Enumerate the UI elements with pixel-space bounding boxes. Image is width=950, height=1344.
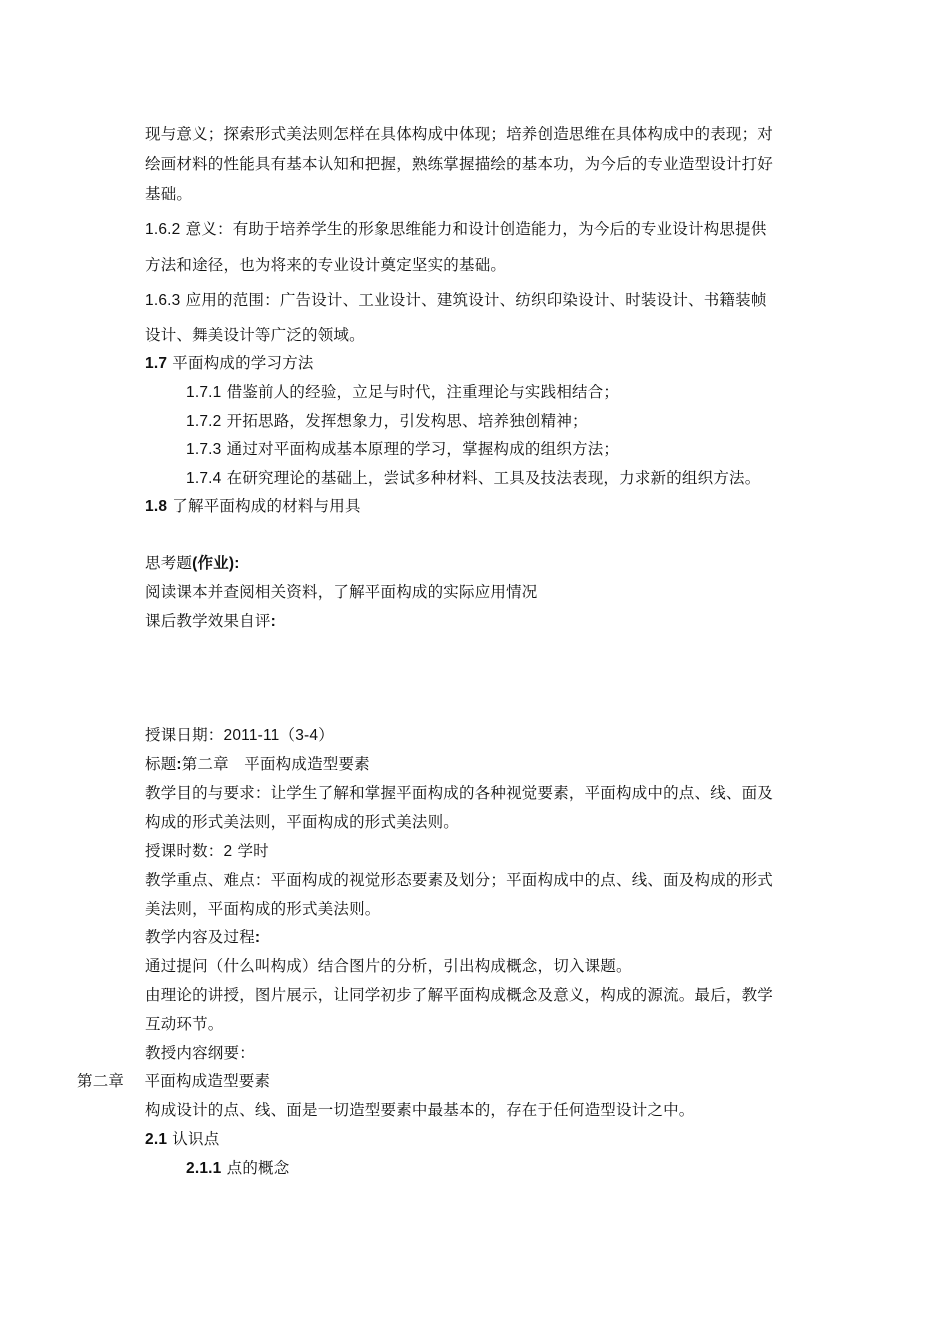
section-title: 平面构成的学习方法 bbox=[172, 354, 314, 372]
section-1-6-3-line-1 bbox=[145, 288, 767, 310]
lesson-key-line-1: 教学重点、难点：平面构成的视觉形态要素及划分；平面构成中的点、线、面及构成的形式 bbox=[145, 871, 774, 889]
intro-line-1: 现与意义；探索形式美法则怎样在具体构成中体现；培养创造思维在具体构成中的表现；对 bbox=[145, 125, 774, 143]
section-number: 2.1 bbox=[145, 1131, 168, 1148]
lesson-hours: 授课时数：2 学时 bbox=[145, 842, 269, 860]
chapter-2-heading: 第二章 平面构成造型要素 bbox=[77, 1072, 271, 1090]
item-number: 1.7.3 bbox=[186, 441, 222, 458]
section-title: 点的概念 bbox=[226, 1159, 290, 1177]
chapter-2-intro: 构成设计的点、线、面是一切造型要素中最基本的，存在于任何造型设计之中。 bbox=[145, 1101, 695, 1119]
self-evaluation-label: 课后教学效果自评: bbox=[145, 612, 276, 630]
item-text: 通过对平面构成基本原理的学习，掌握构成的组织方法； bbox=[226, 440, 620, 458]
lesson-process-2-line-1: 由理论的讲授，图片展示，让同学初步了解平面构成概念及意义，构成的源流。最后，教学 bbox=[145, 986, 774, 1004]
lesson-content-label: 教学内容及过程: bbox=[145, 928, 261, 946]
lesson-key-line-2: 美法则，平面构成的形式美法则。 bbox=[145, 900, 381, 918]
item-number: 1.7.4 bbox=[186, 470, 222, 487]
homework-label: 思考题(作业): bbox=[145, 554, 240, 572]
lesson-goal-line-2: 构成的形式美法则，平面构成的形式美法则。 bbox=[145, 813, 460, 831]
lesson-title: 标题:第二章 平面构成造型要素 bbox=[145, 755, 370, 773]
list-item-1-7-1 bbox=[186, 380, 619, 402]
lesson-process-2-line-2: 互动环节。 bbox=[145, 1015, 224, 1033]
lesson-goal-line-1: 教学目的与要求：让学生了解和掌握平面构成的各种视觉要素，平面构成中的点、线、面及 bbox=[145, 784, 774, 802]
section-number: 1.6.3 bbox=[145, 292, 181, 309]
section-number: 1.7 bbox=[145, 355, 168, 372]
item-number: 1.7.1 bbox=[186, 384, 222, 401]
section-2-1-1-heading bbox=[186, 1156, 289, 1178]
section-1-8-heading bbox=[145, 494, 361, 516]
item-text: 在研究理论的基础上，尝试多种材料、工具及技法表现，力求新的组织方法。 bbox=[226, 469, 761, 487]
section-1-7-heading bbox=[145, 351, 314, 373]
item-number: 1.7.2 bbox=[186, 413, 222, 430]
list-item-1-7-2 bbox=[186, 409, 588, 431]
item-text: 开拓思路，发挥想象力，引发构思、培养独创精神； bbox=[226, 412, 588, 430]
intro-line-3: 基础。 bbox=[145, 185, 193, 203]
homework-text: 阅读课本并查阅相关资料，了解平面构成的实际应用情况 bbox=[145, 583, 538, 601]
item-text: 借鉴前人的经验，立足与时代，注重理论与实践相结合； bbox=[226, 383, 620, 401]
intro-line-2: 绘画材料的性能具有基本认知和把握，熟练掌握描绘的基本功，为今后的专业造型设计打好 bbox=[145, 155, 774, 173]
section-number: 1.6.2 bbox=[145, 221, 181, 238]
section-title: 了解平面构成的材料与用具 bbox=[172, 497, 361, 515]
section-1-6-3-line-2: 设计、舞美设计等广泛的领域。 bbox=[145, 326, 365, 344]
section-1-6-2-line-2: 方法和途径，也为将来的专业设计奠定坚实的基础。 bbox=[145, 256, 507, 274]
lesson-date: 授课日期：2011-11（3-4） bbox=[145, 726, 334, 744]
section-number: 1.8 bbox=[145, 498, 168, 515]
section-number: 2.1.1 bbox=[186, 1160, 222, 1177]
section-1-6-2-line-1 bbox=[145, 217, 767, 239]
lesson-outline-label: 教授内容纲要： bbox=[145, 1044, 255, 1062]
list-item-1-7-4 bbox=[186, 466, 760, 488]
section-title: 认识点 bbox=[172, 1130, 220, 1148]
lesson-process-1: 通过提问（什么叫构成）结合图片的分析，引出构成概念，切入课题。 bbox=[145, 957, 632, 975]
section-text: 意义：有助于培养学生的形象思维能力和设计创造能力，为今后的专业设计构思提供 bbox=[185, 220, 767, 238]
list-item-1-7-3 bbox=[186, 437, 619, 459]
section-2-1-heading bbox=[145, 1127, 219, 1149]
section-text: 应用的范围：广告设计、工业设计、建筑设计、纺织印染设计、时装设计、书籍装帧 bbox=[185, 291, 767, 309]
